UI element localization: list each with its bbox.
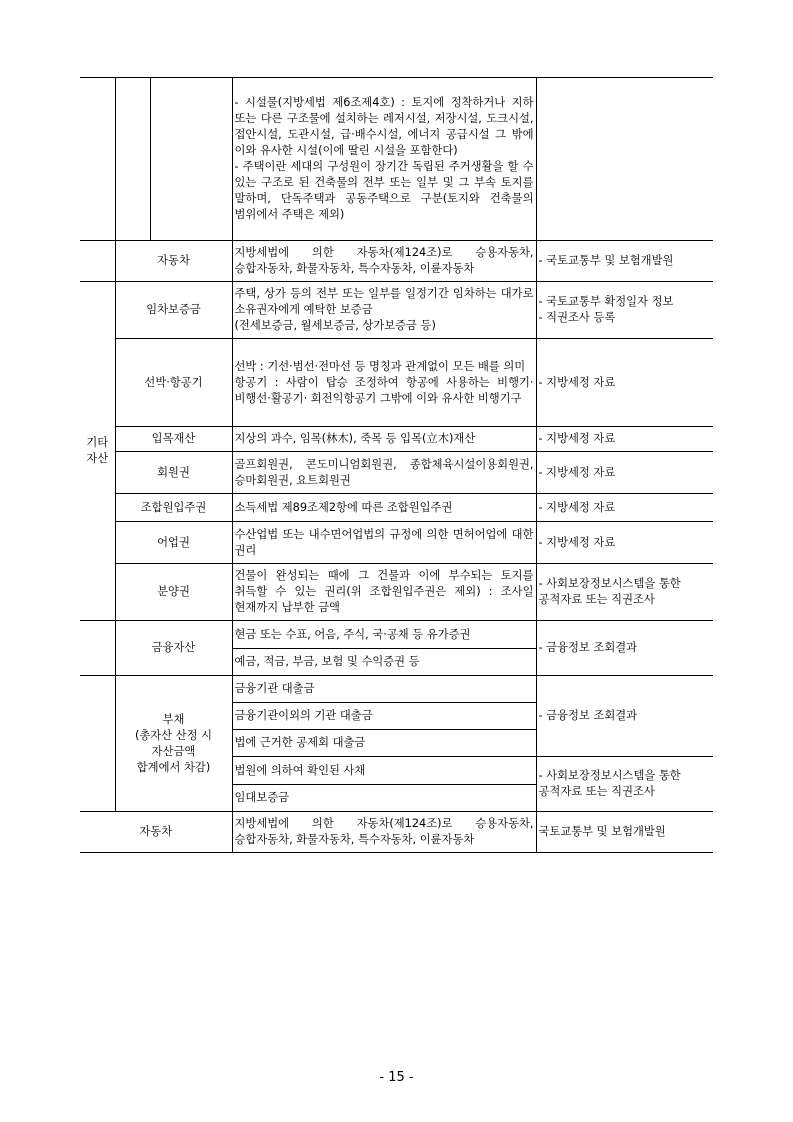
- table-row: [80, 564, 713, 621]
- table-row: [80, 676, 713, 703]
- membership-label: 회원권: [115, 452, 232, 494]
- membership-source: - 지방세정 자료: [536, 452, 713, 494]
- financial-source: - 금융정보 조회결과: [536, 621, 713, 676]
- empty-cell: [80, 676, 115, 812]
- table-row: [80, 339, 713, 427]
- lease-label: 임차보증금: [115, 282, 232, 339]
- table-row: [80, 452, 713, 494]
- forest-label: 입목재산: [115, 427, 232, 452]
- forest-source: - 지방세정 자료: [536, 427, 713, 452]
- presale-source: - 사회보장정보시스템을 통한 공적자료 또는 직권조사: [536, 564, 713, 621]
- financial-description-2: 예금, 적금, 부금, 보험 및 수익증권 등: [232, 649, 536, 676]
- car-description-2: 지방세법에 의한 자동차(제124조)로 승용자동차, 승합자동차, 화물자동차, 특수자동차, 이륜자동차: [232, 812, 536, 853]
- asset-table: [80, 77, 713, 853]
- facility-source: [536, 78, 713, 241]
- debt-item: 금융기관이외의 기관 대출금: [232, 703, 536, 730]
- debt-label: 부채 (총자산 산정 시 자산금액 합계에서 차감): [115, 676, 232, 812]
- union-source: - 지방세정 자료: [536, 494, 713, 522]
- financial-description-1: 현금 또는 수표, 어음, 주식, 국·공채 등 유가증권: [232, 621, 536, 649]
- union-description: 소득세법 제89조제2항에 따른 조합원입주권: [232, 494, 536, 522]
- forest-description: 지상의 과수, 임목(林木), 죽목 등 입목(立木)재산: [232, 427, 536, 452]
- car-label-2: 자동차: [80, 812, 232, 853]
- membership-description: 골프회원권, 콘도미니엄회원권, 종합체육시설이용회원권, 승마회원권, 요트회원권: [232, 452, 536, 494]
- table-row: [80, 522, 713, 564]
- table-row: [80, 812, 713, 853]
- table-row: [80, 494, 713, 522]
- fishing-label: 어업권: [115, 522, 232, 564]
- ship-source: - 지방세정 자료: [536, 339, 713, 427]
- union-label: 조합원입주권: [115, 494, 232, 522]
- empty-cell: [80, 241, 115, 282]
- car-source: - 국토교통부 및 보험개발원: [536, 241, 713, 282]
- car-label: 자동차: [115, 241, 232, 282]
- table-row: [80, 78, 713, 241]
- car-source-2: 국토교통부 및 보험개발원: [536, 812, 713, 853]
- empty-cell: [150, 78, 232, 241]
- debt-item: 법에 근거한 공제회 대출금: [232, 730, 536, 757]
- presale-label: 분양권: [115, 564, 232, 621]
- debt-item: 법원에 의하여 확인된 사채: [232, 757, 536, 785]
- empty-cell: [80, 621, 115, 676]
- debt-item: 임대보증금: [232, 785, 536, 812]
- lease-description: 주택, 상가 등의 전부 또는 일부를 일정기간 임차하는 대가로 소유권자에게 예탁한 보증금 (전세보증금, 월세보증금, 상가보증금 등): [232, 282, 536, 339]
- debt-source-2: - 사회보장정보시스템을 통한 공적자료 또는 직권조사: [536, 757, 713, 812]
- page-number: - 15 -: [379, 1070, 414, 1085]
- table-row: [80, 241, 713, 282]
- presale-description: 건물이 완성되는 때에 그 건물과 이에 부수되는 토지를 취득할 수 있는 권리(위 조합원입주권은 제외) : 조사일 현재까지 납부한 금액: [232, 564, 536, 621]
- other-assets-group-label: 기타 자산: [80, 282, 115, 621]
- car-description: 지방세법에 의한 자동차(제124조)로 승용자동차, 승합자동차, 화물자동차, 특수자동차, 이륜자동차: [232, 241, 536, 282]
- financial-label: 금융자산: [115, 621, 232, 676]
- table-row: [80, 282, 713, 339]
- ship-description: 선박 : 기선·범선·전마선 등 명칭과 관계없이 모든 배를 의미 항공기 : 사람이 탑승 조정하여 항공에 사용하는 비행기·비행선·활공기· 회전익항공기 그밖에 이와 유사한 비행기구: [232, 339, 536, 427]
- facility-description: - 시설물(지방세법 제6조제4호) : 토지에 정착하거나 지하 또는 다른 구조물에 설치하는 레저시설, 저장시설, 도크시설, 접안시설, 도관시설, 급·배수시설, 에너지 공급시설 그 밖에 이와 유사한 시설(이에 딸린 시설을 포함한다) - 주택이란 세대의 구성원이 장기간 독립된 주거생활을 할 수 있는 구조로 된 건축물의 전부 또는 일부 및 그 부속 토지를 말하며, 단독주택과 공동주택으로 구분(토지와 건축물의 범위에서 주택은 제외): [232, 78, 536, 241]
- empty-cell: [115, 78, 150, 241]
- debt-source-1: - 금융정보 조회결과: [536, 676, 713, 757]
- debt-item: 금융기관 대출금: [232, 676, 536, 703]
- lease-source: - 국토교통부 확정일자 정보 - 직권조사 등록: [536, 282, 713, 339]
- empty-cell: [80, 78, 115, 241]
- table-row: [80, 427, 713, 452]
- fishing-source: - 지방세정 자료: [536, 522, 713, 564]
- ship-label: 선박·항공기: [115, 339, 232, 427]
- table-row: [80, 621, 713, 649]
- fishing-description: 수산업법 또는 내수면어업법의 규정에 의한 면허어업에 대한 권리: [232, 522, 536, 564]
